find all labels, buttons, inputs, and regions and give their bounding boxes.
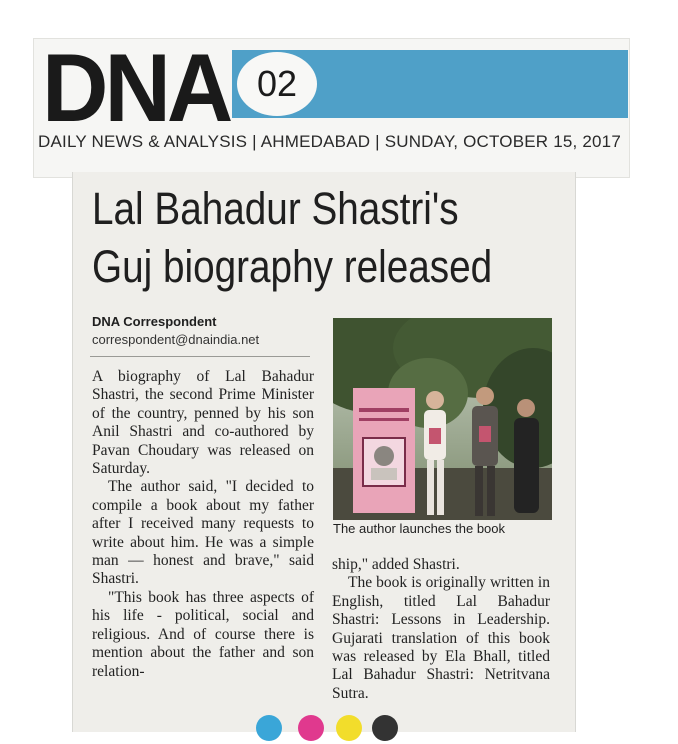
paragraph: The author said, "I decided to compile a book about my father after I received many requests to write about him. He was a simple man — honest and brave," said Shastri. <box>92 478 314 588</box>
headline-line-2: Guj biography released <box>92 241 493 292</box>
paragraph: A biography of Lal Bahadur Shastri, the second Prime Minister of the country, penned by his son Anil Shastri and co-authored by Pavan Choudary was released on Saturday. <box>92 368 314 478</box>
photo-caption: The author launches the book <box>333 521 506 536</box>
black-registration-dot <box>372 715 398 741</box>
byline <box>92 314 259 347</box>
article-column-2 <box>332 556 550 703</box>
newspaper-logo: DNA <box>42 34 230 142</box>
byline-divider <box>90 356 310 357</box>
headline <box>92 180 496 296</box>
paragraph: ship," added Shastri. <box>332 556 460 573</box>
article-photo <box>333 318 552 520</box>
color-registration-bar <box>80 715 570 731</box>
page-number: 02 <box>237 52 317 116</box>
byline-name: DNA Correspondent <box>92 314 217 329</box>
photo-illustration <box>333 318 552 520</box>
yellow-registration-dot <box>336 715 362 741</box>
paragraph: "This book has three aspects of his life - political, social and religious. And of course there is mention about the father and son relation- <box>92 588 314 680</box>
magenta-registration-dot <box>298 715 324 741</box>
headline-line-1: Lal Bahadur Shastri's <box>92 183 459 234</box>
paragraph: The book is originally written in English, titled Lal Bahadur Shastri: Lessons in Leadership. Gujarati translation of this book was released by Ela Bhall, titled Lal Bahadur Shastri: Netritvana Sutra. <box>332 574 550 702</box>
cyan-registration-dot <box>256 715 282 741</box>
byline-email: correspondent@dnaindia.net <box>92 332 260 347</box>
dateline: DAILY NEWS & ANALYSIS | AHMEDABAD | SUNDAY, OCTOBER 15, 2017 <box>38 132 621 151</box>
article-column-1 <box>92 368 314 681</box>
